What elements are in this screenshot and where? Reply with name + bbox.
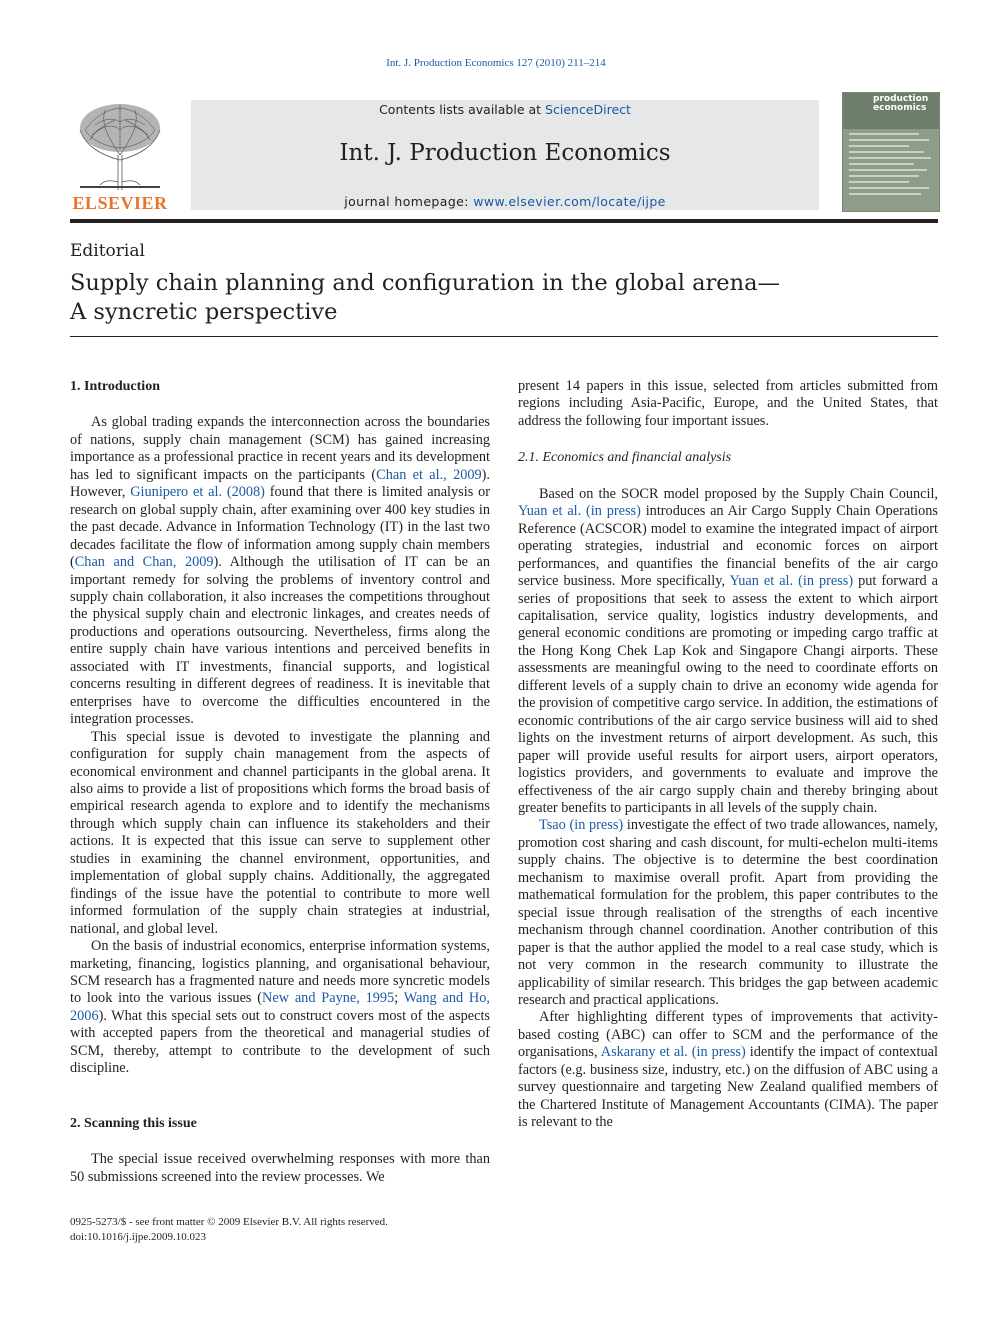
- citation-link[interactable]: Askarany et al. (in press): [600, 1044, 746, 1061]
- citation-link[interactable]: Tsao (in press): [539, 817, 624, 834]
- title-rule: [70, 336, 938, 337]
- left-column: [70, 378, 490, 1186]
- paragraph: The special issue received overwhelming responses with more than 50 submissions screened into the review processes. We: [70, 1151, 490, 1185]
- journal-homepage: [191, 194, 819, 209]
- section-heading-scanning: 2. Scanning this issue: [70, 1115, 197, 1131]
- article-title: [70, 269, 938, 327]
- homepage-prefix: journal homepage:: [344, 194, 474, 209]
- citation-link[interactable]: Yuan et al. (in press): [729, 573, 854, 590]
- journal-title: Int. J. Production Economics: [339, 140, 671, 166]
- contents-prefix: Contents lists available at: [379, 102, 546, 117]
- citation-link[interactable]: Yuan et al. (in press): [518, 503, 641, 520]
- paragraph: On the basis of industrial economics, enterprise information systems, marketing, financing, logistics planning, and organisational behaviour, SCM research has a fragmented nature and needs more syncretic models to look into the various issues (New and Payne, 1995; Wang and Ho, 2006). What this special sets out to construct covers most of the aspects with accepted papers from the theoretical and managerial studies of SCM, thereby, attempt to contribute to the development of such discipline.: [70, 938, 490, 1077]
- title-line-1: Supply chain planning and configuration in the global arena—: [70, 270, 780, 296]
- footer: [70, 1215, 388, 1245]
- paragraph: As global trading expands the interconnection across the boundaries of nations, supply chain management (SCM) has gained increasing importance as a professional practice in recent years and its development has led to significant impacts on the participants (Chan et al., 2009). However, Giunipero et al. (2008) found that there is limited analysis or research on global supply chain, after examining over 400 key studies in the past decade. Advance in Information Technology (IT) in the last two decades facilitate the flow of information among supply chain members (Chan and Chan, 2009). Although the utilisation of IT can be an important remedy for solving the problems of inventory control and supply chain collaboration, it also increases the competitions throughout the physical supply chain and electronic linkages, and creates needs of productions and operations outsourcing. Nevertheless, firms along the entire supply chain have various intentions and perceived benefits in associated with IT investments, financial supports, and logistical concerns resulting in different degrees of readiness. It is inevitable that enterprises have to overcome the difficulties encountered in the integration processes.: [70, 414, 491, 728]
- cover-title: production economics: [873, 94, 929, 113]
- right-column: [518, 378, 938, 1132]
- journal-cover-thumbnail: [842, 92, 940, 212]
- article-type: Editorial: [70, 241, 145, 261]
- paragraph: After highlighting different types of improvements that activity-based costing (ABC) can offer to SCM and the performance of the organisations, Askarany et al. (in press) identify the impact of contextual factors (e.g. business size, industry, etc.) on the diffusion of ABC using a survey questionnaire and targeting New Zealand qualified members of the Chartered Institute of Management Accountants (CIMA). The paper is relevant to the: [518, 1009, 938, 1131]
- doi-line[interactable]: doi:10.1016/j.ijpe.2009.10.023: [70, 1231, 206, 1243]
- title-line-2: A syncretic perspective: [70, 299, 338, 325]
- contents-availability: [191, 102, 819, 117]
- journal-reference[interactable]: Int. J. Production Economics 127 (2010) 211–214: [386, 57, 606, 69]
- paragraph: present 14 papers in this issue, selected from articles submitted from regions including Asia-Pacific, Europe, and the United States, that address the following four important issues.: [518, 378, 938, 429]
- citation-link[interactable]: Wang and Ho, 2006: [70, 990, 490, 1024]
- citation-link[interactable]: New and Payne, 1995: [262, 990, 395, 1007]
- citation-link[interactable]: Chan and Chan, 2009: [74, 554, 214, 571]
- homepage-link[interactable]: www.elsevier.com/locate/ijpe: [473, 194, 666, 209]
- paragraph: This special issue is devoted to investigate the planning and configuration for supply chain management from the aspects of economical environment and channel participants in the global arena. It also aims to provide a list of propositions which forms the broad basis of empirical research agenda to explore and to identify the mechanisms through which supply chain can influence its stakeholders and their actions. It is expected that this issue can serve to supplement other studies in examining the channel environment, opportunities, and implementation of global supply chains. Additionally, the aggregated findings of the issue have the potential to contribute to more well informed formulation of the supply chain strategies at industrial, national, and global level.: [70, 728, 490, 937]
- subsection-heading: 2.1. Economics and financial analysis: [518, 450, 732, 466]
- header-rule: [70, 219, 938, 223]
- citation-link[interactable]: Chan et al., 2009: [376, 466, 482, 483]
- copyright-line: 0925-5273/$ - see front matter © 2009 Elsevier B.V. All rights reserved.: [70, 1216, 388, 1228]
- paragraph: Tsao (in press) investigate the effect of two trade allowances, namely, promotion cost sharing and cash discount, for multi-echelon multi-items supply chains. The objective is to determine the best coordination mechanism to maximise overall profit. Apart from providing the mathematical formulation for the problem, this paper contributes to the special issue through realisation of the strengths of each incentive mechanism through channel coordination. Another contribution of this paper is that the author applied the model to a real case study, which is not very common in the research community to illustrate the applicability of similar research. This bridges the gap between academic research and practical applications.: [518, 817, 938, 1008]
- publisher-name: ELSEVIER: [72, 193, 168, 213]
- paragraph: Based on the SOCR model proposed by the Supply Chain Council, Yuan et al. (in press) introduces an Air Cargo Supply Chain Operations Reference (ACSCOR) model to examine the integrated impact of airport operating strategies, industrial and economic forces on airport performances, and quantifies the financial benefits of the air cargo service business. More specifically, Yuan et al. (in press) put forward a series of propositions that seek to assess the extent to which airport capitalisation, service quality, logistics industry developments, and general economic conditions are promoting or impeding cargo traffic at the Hong Kong Chek Lap Kok and Singapore Changi airports. These assessments are meaningful owing to the need to coordinate efforts on different levels of a supply chain to drive an economy wide agenda for the provision of competitive cargo service. In addition, the estimations of economic contributions of the air cargo service business will aid to shed lights on the investment returns of airport development. As such, this paper will provide useful results for airport users, airport operators, logistics providers, and governments to evaluate and improve the effectiveness of the air cargo supply chain and thereby bringing about greater benefits to participants in all levels of the supply chain.: [518, 485, 938, 816]
- sciencedirect-link[interactable]: ScienceDirect: [545, 102, 631, 117]
- citation-link[interactable]: Giunipero et al. (2008): [130, 484, 265, 501]
- section-heading-introduction: 1. Introduction: [70, 379, 160, 394]
